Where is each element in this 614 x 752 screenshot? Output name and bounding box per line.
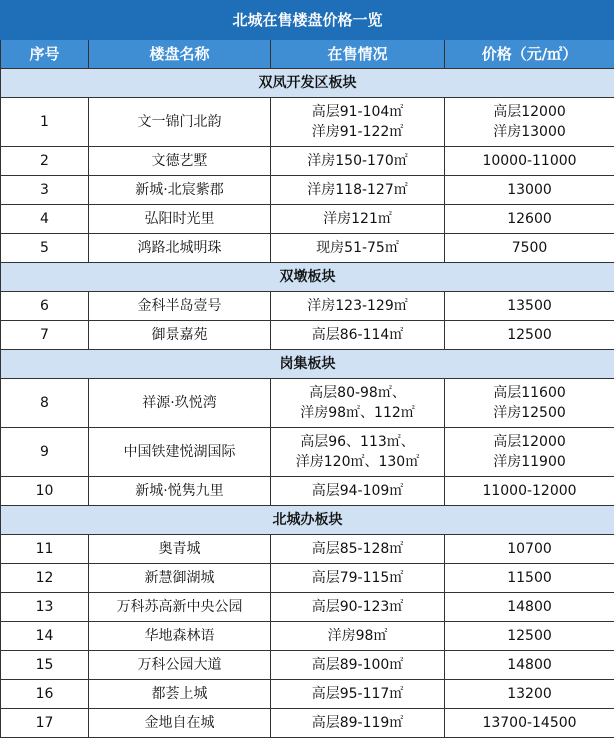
header-no: 序号 bbox=[1, 40, 89, 69]
table-row bbox=[1, 321, 614, 350]
price-info bbox=[445, 593, 614, 622]
section-title: 双墩板块 bbox=[1, 263, 614, 292]
sale-line: 高层91-104㎡ bbox=[311, 104, 404, 120]
sale-info bbox=[271, 593, 445, 622]
row-number: 7 bbox=[1, 321, 89, 350]
sale-info bbox=[271, 234, 445, 263]
price-info bbox=[445, 709, 614, 738]
table-row bbox=[1, 379, 614, 428]
row-number: 12 bbox=[1, 564, 89, 593]
project-name: 金地自在城 bbox=[89, 709, 271, 738]
project-name: 新城·北宸紫郡 bbox=[89, 176, 271, 205]
table-row bbox=[1, 622, 614, 651]
price-line: 洋房12500 bbox=[493, 405, 566, 421]
price-line: 13000 bbox=[507, 182, 552, 198]
price-info bbox=[445, 564, 614, 593]
table-row bbox=[1, 98, 614, 147]
project-name: 鸿路北城明珠 bbox=[89, 234, 271, 263]
price-line: 13700-14500 bbox=[482, 715, 577, 731]
row-number: 8 bbox=[1, 379, 89, 428]
row-number: 15 bbox=[1, 651, 89, 680]
sale-line: 洋房120㎡、130㎡ bbox=[295, 454, 420, 470]
sale-info bbox=[271, 205, 445, 234]
price-info bbox=[445, 321, 614, 350]
project-name: 万科公园大道 bbox=[89, 651, 271, 680]
sale-info bbox=[271, 477, 445, 506]
row-number: 14 bbox=[1, 622, 89, 651]
price-info bbox=[445, 477, 614, 506]
sale-line: 高层80-98㎡、 bbox=[309, 385, 406, 401]
row-number: 4 bbox=[1, 205, 89, 234]
row-number: 11 bbox=[1, 535, 89, 564]
sale-info bbox=[271, 379, 445, 428]
section-title: 双凤开发区板块 bbox=[1, 69, 614, 98]
project-name: 新慧御湖城 bbox=[89, 564, 271, 593]
project-name: 华地森林语 bbox=[89, 622, 271, 651]
price-line: 12500 bbox=[507, 327, 552, 343]
header-name: 楼盘名称 bbox=[89, 40, 271, 69]
project-name: 奥青城 bbox=[89, 535, 271, 564]
sale-line: 高层86-114㎡ bbox=[311, 327, 404, 343]
price-line: 7500 bbox=[511, 240, 548, 256]
project-name: 祥源·玖悦湾 bbox=[89, 379, 271, 428]
price-line: 10700 bbox=[507, 541, 552, 557]
price-info bbox=[445, 379, 614, 428]
sale-line: 现房51-75㎡ bbox=[316, 240, 399, 256]
sale-line: 高层89-100㎡ bbox=[311, 657, 404, 673]
price-info bbox=[445, 292, 614, 321]
price-info bbox=[445, 651, 614, 680]
table-row bbox=[1, 535, 614, 564]
sale-line: 高层90-123㎡ bbox=[311, 599, 404, 615]
sale-line: 高层96、113㎡、 bbox=[300, 434, 415, 450]
table-row bbox=[1, 477, 614, 506]
project-name: 新城·悦隽九里 bbox=[89, 477, 271, 506]
sale-info bbox=[271, 709, 445, 738]
section-row bbox=[1, 263, 614, 292]
price-info bbox=[445, 622, 614, 651]
table-row bbox=[1, 234, 614, 263]
row-number: 9 bbox=[1, 428, 89, 477]
price-line: 10000-11000 bbox=[482, 153, 577, 169]
sale-line: 高层85-128㎡ bbox=[311, 541, 404, 557]
sale-line: 高层94-109㎡ bbox=[311, 483, 404, 499]
row-number: 1 bbox=[1, 98, 89, 147]
sale-line: 洋房98㎡ bbox=[327, 628, 388, 644]
row-number: 6 bbox=[1, 292, 89, 321]
sale-info bbox=[271, 428, 445, 477]
price-info bbox=[445, 98, 614, 147]
sale-line: 洋房91-122㎡ bbox=[311, 124, 404, 140]
sale-line: 高层95-117㎡ bbox=[311, 686, 404, 702]
table-row bbox=[1, 709, 614, 738]
table-title-row bbox=[1, 1, 614, 40]
price-line: 14800 bbox=[507, 599, 552, 615]
table-row bbox=[1, 680, 614, 709]
sale-info bbox=[271, 321, 445, 350]
row-number: 10 bbox=[1, 477, 89, 506]
sale-line: 洋房98㎡、112㎡ bbox=[300, 405, 415, 421]
section-row bbox=[1, 506, 614, 535]
price-line: 13500 bbox=[507, 298, 552, 314]
sale-info bbox=[271, 176, 445, 205]
sale-info bbox=[271, 680, 445, 709]
sale-info bbox=[271, 147, 445, 176]
project-name: 弘阳时光里 bbox=[89, 205, 271, 234]
price-info bbox=[445, 234, 614, 263]
sale-line: 高层89-119㎡ bbox=[311, 715, 404, 731]
table-row bbox=[1, 205, 614, 234]
price-info bbox=[445, 205, 614, 234]
price-line: 高层12000 bbox=[493, 434, 566, 450]
table-row bbox=[1, 428, 614, 477]
price-line: 洋房11900 bbox=[493, 454, 566, 470]
sale-line: 洋房123-129㎡ bbox=[307, 298, 408, 314]
header-row bbox=[1, 40, 614, 69]
row-number: 17 bbox=[1, 709, 89, 738]
project-name: 万科苏高新中央公园 bbox=[89, 593, 271, 622]
sale-info bbox=[271, 98, 445, 147]
section-row bbox=[1, 69, 614, 98]
row-number: 2 bbox=[1, 147, 89, 176]
price-line: 14800 bbox=[507, 657, 552, 673]
price-info bbox=[445, 680, 614, 709]
project-name: 金科半岛壹号 bbox=[89, 292, 271, 321]
sale-info bbox=[271, 622, 445, 651]
sale-line: 洋房150-170㎡ bbox=[307, 153, 408, 169]
price-line: 13200 bbox=[507, 686, 552, 702]
price-line: 12500 bbox=[507, 628, 552, 644]
table-row bbox=[1, 651, 614, 680]
price-line: 12600 bbox=[507, 211, 552, 227]
project-name: 文德艺墅 bbox=[89, 147, 271, 176]
table-row bbox=[1, 564, 614, 593]
table-row bbox=[1, 176, 614, 205]
section-title: 岗集板块 bbox=[1, 350, 614, 379]
sale-info bbox=[271, 535, 445, 564]
project-name: 文一锦门北韵 bbox=[89, 98, 271, 147]
header-sale: 在售情况 bbox=[271, 40, 445, 69]
header-price: 价格（元/㎡） bbox=[445, 40, 614, 69]
price-line: 11500 bbox=[507, 570, 552, 586]
sale-line: 高层79-115㎡ bbox=[311, 570, 404, 586]
row-number: 13 bbox=[1, 593, 89, 622]
row-number: 5 bbox=[1, 234, 89, 263]
row-number: 16 bbox=[1, 680, 89, 709]
price-line: 洋房13000 bbox=[493, 124, 566, 140]
project-name: 御景嘉苑 bbox=[89, 321, 271, 350]
price-line: 11000-12000 bbox=[482, 483, 577, 499]
sale-info bbox=[271, 651, 445, 680]
section-row bbox=[1, 350, 614, 379]
price-info bbox=[445, 176, 614, 205]
price-line: 高层12000 bbox=[493, 104, 566, 120]
project-name: 都荟上城 bbox=[89, 680, 271, 709]
table-row bbox=[1, 292, 614, 321]
sale-info bbox=[271, 292, 445, 321]
price-info bbox=[445, 535, 614, 564]
sale-line: 洋房121㎡ bbox=[323, 211, 392, 227]
table-row bbox=[1, 147, 614, 176]
table-row bbox=[1, 593, 614, 622]
row-number: 3 bbox=[1, 176, 89, 205]
sale-info bbox=[271, 564, 445, 593]
price-info bbox=[445, 428, 614, 477]
table-title: 北城在售楼盘价格一览 bbox=[1, 1, 614, 40]
price-info bbox=[445, 147, 614, 176]
section-title: 北城办板块 bbox=[1, 506, 614, 535]
price-line: 高层11600 bbox=[493, 385, 566, 401]
project-name: 中国铁建悦湖国际 bbox=[89, 428, 271, 477]
sale-line: 洋房118-127㎡ bbox=[307, 182, 408, 198]
